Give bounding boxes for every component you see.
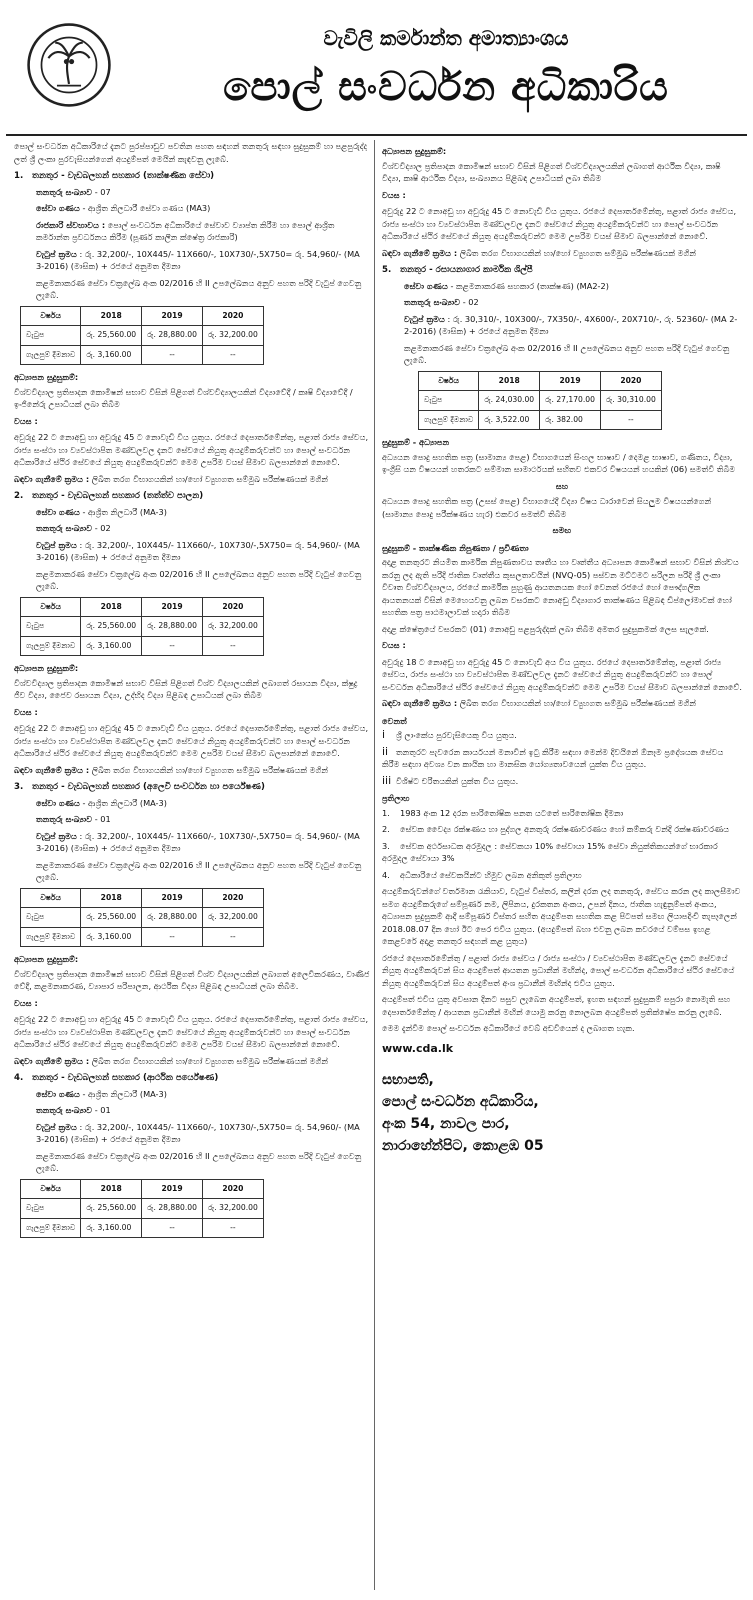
quals-heading: අධ්‍යාපන සුදුසුකම්: [14, 954, 79, 964]
post-title: 3. තනතුර - වැඩබලහන් සහකාර (අලෙවි සංවර්ධන හා පර්යේෂණ) [14, 782, 265, 792]
recruit-method: බඳවා ගැනීමේ ක්‍රමය : ලිඛිත තරග විභාගයකින් හා/හෝ ව්‍යුහගත සම්මුඛ පරීක්ෂණයක් මගින් [382, 698, 697, 708]
salary-scale: වැටුප් ක්‍රමය : රු. 30,310/-, 10X300/-, 7X350/-, 4X600/-, 20X710/-, රු. 52360/- (MA 2-2-2016) (මාසික) + රජයේ අනුමත දීමනා [404, 313, 738, 336]
other-item: ii තනතුරට පැවරෙන කාර්යයන් මනාවින් ඉටු කිරීම සඳහා මෙන්ම දිවයිනේ ඕනෑම ප්‍රදේශයක සේවය කිරීම සඳහා අවශ්‍ය වන කායික හා මානසික යෝග්‍යතාවයෙන් යුක්ත විය යුතුය. [382, 744, 724, 769]
authority-name: පොල් සංවර්ධන අධිකාරිය [223, 64, 669, 110]
post-3 [14, 781, 370, 1067]
benefit-item: 2. සේවක වෛද්‍ය රක්ෂණය හා පුද්ගල අනතුරු රක්ෂණාවරණය හෝ කම්කරු වන්දි රක්ෂණාවරණය [382, 824, 730, 834]
quals-text: විශ්වවිද්‍යාල ප්‍රතිපාදන කොමිෂන් සභාව විසින් පිළිගත් විශ්වවිද්‍යාලයකින් විද්‍යාවේදී / කෘෂි විද්‍යාවේදී / ඉංජිනේරු උපාධියක් ලබා තිබීම [14, 386, 353, 409]
salary-note: කළමනාකරණ සේවා චක්‍රලේඛ අංක 02/2016 හි II උපලේඛනය අනුව පහත පරිදි වැටුප් ගෙවනු ලැබේ. [36, 1150, 362, 1173]
post-2 [14, 490, 370, 776]
post-4 [14, 1072, 370, 1238]
tech-quals-heading: සුදුසුකම් - තාක්ෂණික නිපුණතා / ප්‍රවීණතා [382, 542, 529, 553]
age-heading: වයස : [382, 189, 406, 200]
advertisement-page [6, 4, 747, 1594]
coconut-authority-logo-icon [26, 22, 112, 108]
header [6, 4, 747, 136]
other-heading: වෙනත් [382, 715, 407, 726]
signature-block [382, 1069, 742, 1157]
benefits-heading: ප්‍රතිලාභ [382, 793, 410, 803]
age-text: අවුරුදු 22 ට නොඅඩු හා අවුරුදු 45 ට නොවැඩි විය යුතුය. රජයේ දෙපාර්තමේන්තු, පළාත් රාජ්‍ය සේවය, රාජ්‍ය සංස්ථා හා ව්‍යවස්ථාපිත මණ්ඩලවල දැනට සේවයේ නියුතු අයදුම්කරුවන්ට හා පොල් සංවර්ධන අධිකාරියේ ස්ථිර සේවයේ නියුතු අයදුම්කරුවන්ට මෙම උපරිම වයස් සීමාව බලපාන්නේ නොවේ. [14, 1014, 369, 1049]
post-1 [14, 170, 370, 485]
service-category: සේවා ගණය - ආශ්‍රිත නිලධාරී (MA-3) [36, 797, 167, 808]
salary-table: වර්ෂය 2018 2019 2020 වැටුප රු. 25,560.00 රු. 28,880.00 රු. 32,200.00 ගැලපුම් දීමනාව රු. 3,160.00 -- -- [20, 888, 264, 948]
quals-heading: අධ්‍යාපන සුදුසුකම්: [14, 663, 79, 673]
service-category: සේවා ගණය - ආශ්‍රිත නිලධාරී සේවා ගණය (MA3) [36, 203, 211, 213]
age-text: අවුරුදු 22 ට නොඅඩු හා අවුරුදු 45 ට නොවැඩි විය යුතුය. රජයේ දෙපාර්තමේන්තු, පළාත් රාජ්‍ය සේවය, රාජ්‍ය සංස්ථා හා ව්‍යවස්ථාපිත මණ්ඩලවල දැනට සේවයේ නියුතු අයදුම්කරුවන්ට හා පොල් සංවර්ධන අධිකාරියේ ස්ථිර සේවයේ නියුතු අයදුම්කරුවන්ට මෙම උපරිම වයස් සීමාව බලපාන්නේ නොවේ. [14, 723, 369, 758]
service-category: සේවා ගණය - කළමනාකරණ සහකාර (තාක්ෂණ) (MA2-2) [404, 280, 609, 291]
age-heading: වයස : [382, 640, 406, 650]
quals-heading: අධ්‍යාපන සුදුසුකම්: [382, 146, 447, 156]
posts-count: තනතුරු සංඛ්‍යාව - 02 [404, 297, 479, 307]
tech-quals-text: අදාළ තනතුරට නියමිත කාර්මික නිපුණතාවය තෘතීය හා වෘත්තීය අධ්‍යාපන කොමිෂන් සභාව විසින් නිශ්චය කරනු ලද ඇති පරිදි ජාතික වෘත්තීය කුසලතාවයින් (NVQ-05) පස්වන මට්ටමට සරිලන පරිදි ශ්‍රී ලංකා විවෘත විශ්වවිද්‍යාලය, රජයේ කාර්මික පුහුණු ආයතනයක හෝ වෙනත් රජයේ හෝ පෞද්ගලික ආයතනයක් විසින් මෙහෙයවනු ලබන වසරකට නොඅඩු විද්‍යාගාර තාක්ෂණය පිළිබඳ ඩිප්ලෝමාවක් හෝ සහතික පත්‍ර පාඨමාලාවක් හදාරා තිබීම [382, 557, 739, 617]
salary-note: කළමනාකරණ සේවා චක්‍රලේඛ අංක 02/2016 හි II උපලේඛනය අනුව පහත පරිදි වැටුප් ගෙවනු ලැබේ. [404, 342, 730, 365]
and-word: සහ [555, 480, 569, 491]
salary-note: කළමනාකරණ සේවා චක්‍රලේඛ අංක 02/2016 හි II උපලේඛනය අනුව පහත පරිදි වැටුප් ගෙවනු ලැබේ. [36, 859, 362, 882]
salary-scale: වැටුප් ක්‍රමය : රු. 32,200/-, 10X445/- 11X660/-, 10X730/-,5X750= රු. 54,960/- (MA 3-2016) (මාසික) + රජයේ අනුමත දීමනා [36, 539, 360, 562]
column-divider [374, 140, 375, 1590]
post-title: 5. තනතුර - රසායනාගාර කාර්මික ශිල්පී [382, 265, 533, 275]
salary-table: වර්ෂය 2018 2019 2020 වැටුප රු. 24,030.00 රු. 27,170.00 රු. 30,310.00 ගැලපුම් දීමනාව රු. 3,522.00 රු. 382.00 -- [418, 371, 662, 431]
salary-scale: වැටුප් ක්‍රමය : රු. 32,200/-, 10X445/- 11X660/-, 10X730/-,5X750= රු. 54,960/- (MA 3-2016) (මාසික) + රජයේ අනුමත දීමනා [36, 830, 360, 853]
posts-count: තනතුරු සංඛ්‍යාව - 07 [36, 186, 111, 197]
post-title: 4. තනතුර - වැඩබලහන් සහකාර (ආර්ථික පර්යේෂණ) [14, 1073, 219, 1083]
signature-line: නාරාහේන්පිට, කොළඹ 05 [382, 1138, 544, 1154]
salary-table: වර්ෂය 2018 2019 2020 වැටුප රු. 25,560.00 රු. 28,880.00 රු. 32,200.00 ගැලපුම් දීමනාව රු. 3,160.00 -- -- [20, 597, 264, 657]
post-5 [382, 264, 742, 710]
duty-nature: රාජකාරි ස්වභාවය : පොල් සංවර්ධන අධිකාරියේ සේවාව ව්‍යාප්ත කිරීම හා පොල් ආශ්‍රිත කර්මාන්ත ප්‍රවර්ධනය කිරීම (පූර්ණ කාලීන ක්ෂේත්‍ර රාජකාරි) [36, 219, 335, 242]
rejection-note: අයදුම්පත් එවිය යුතු අවසාන දිනට පසුව ලැබෙන අයදුම්පත්, ඉහත සඳහන් සුදුසුකම් සපුරා නොමැති සහ දෙපාර්තමේන්තු / ආයතන ප්‍රධානීන් මඟින් යොමු කරනු නොලබන අයදුම්පත් ප්‍රතික්ෂේප කරනු ලැබේ. [382, 994, 731, 1017]
recruit-method: බඳවා ගැනීමේ ක්‍රමය : ලිඛිත තරග විභාගයකින් හා/හෝ ව්‍යුහගත සම්මුඛ පරීක්ෂණයක් මගින් [14, 473, 329, 484]
signature-line: පොල් සංවර්ධන අධිකාරිය, [382, 1094, 539, 1110]
signature-line: සභාපති, [382, 1072, 434, 1088]
age-text: අවුරුදු 22 ට නොඅඩු හා අවුරුදු 45 ට නොවැඩි විය යුතුය. රජයේ දෙපාර්තමේන්තු, පළාත් රාජ්‍ය සේවය, රාජ්‍ය සංස්ථා හා ව්‍යවස්ථාපිත මණ්ඩලවල දැනට සේවයේ නියුතු අයදුම්කරුවන්ට හා පොල් සංවර්ධන අධිකාරියේ ස්ථිර සේවයේ නියුතු අයදුම්කරුවන්ට මෙම උපරිම වයස් සීමාව බලපාන්නේ නොවේ. [14, 432, 369, 467]
age-text: අවුරුදු 22 ට නොඅඩු හා අවුරුදු 45 ට නොවැඩි විය යුතුය. රජයේ දෙපාර්තමේන්තු, පළාත් රාජ්‍ය සේවය, රාජ්‍ය සංස්ථා හා ව්‍යවස්ථාපිත මණ්ඩලවල දැනට සේවයේ නියුතු අයදුම්කරුවන්ට හා පොල් සංවර්ධන අධිකාරියේ ස්ථිර සේවයේ නියුතු අයදුම්කරුවන්ට මෙම උපරිම වයස් සීමාව බලපාන්නේ නොවේ. [382, 206, 737, 241]
salary-scale: වැටුප් ක්‍රමය : රු. 32,200/-, 10X445/- 11X660/-, 10X730/-,5X750= රු. 54,960/- (MA 3-2016) (මාසික) + රජයේ අනුමත දීමනා [36, 1121, 360, 1144]
age-heading: වයස : [14, 997, 38, 1008]
post-title: 1. තනතුර - වැඩබලහන් සහකාර (තාක්ෂණික සේවා) [14, 171, 215, 181]
application-instructions: අයදුම්කරුවන්ගේ වර්තමාන රැකියාව, වැටුප් විස්තර, කලින් දරන ලද තනතුරු, සේවය කරන ලද කාලසීමාව සමග අයදුම්කරුගේ සම්පූර්ණ නම, ලිපිනය, දුරකතන අංකය, උපන් දිනය, ජාතික හැඳුනුම්පත් අංකය, අධ්‍යාපන සුදුසුකම් ආදී සම්පූර්ණ විස්තර සහිත අයදුම්පත සහතික කළ පිටපත් සමඟ ලියාපදිංචි තැපෑලෙන් 2018.08.07 දින හෝ ඊට පෙර එවිය යුතුය. (අයදුම්පත් බහා එවනු ලබන කවරයේ වම්පස ඉහළ කෙළවරේ අදාළ තනතුර සඳහන් කළ යුතුය) [382, 886, 741, 946]
service-category: සේවා ගණය - ආශ්‍රිත නිලධාරී (MA-3) [36, 506, 167, 517]
age-heading: වයස : [14, 706, 38, 717]
quals-text: විශ්වවිද්‍යාල ප්‍රතිපාදන කොමිෂන් සභාව විසින් පිළිගත් විශ්ව විද්‍යාලයකින් ලබාගත් රසායන විද්‍යා, ක්ෂුද්‍ර ජීව විද්‍යා, ජෛව රසායන විද්‍යා, උද්භිද විද්‍යා පිළිබඳ උපාධියක් ලබා තිබීම [14, 677, 358, 700]
service-category: සේවා ගණය - ආශ්‍රිත නිලධාරී (MA-3) [36, 1088, 167, 1099]
other-item: iii විශිෂ්ට චරිතයකින් යුක්ත විය යුතුය. [382, 773, 519, 787]
posts-count: තනතුරු සංඛ්‍යාව - 01 [36, 1105, 111, 1115]
ol-quals: අධ්‍යයන පොදු සහතික පත්‍ර (සාමාන්‍ය පෙළ) විභාගයෙන් සිංහල භාෂාව / දෙමළ භාෂාව, ගණිතය, විද්‍යා, ඉංග්‍රීසි යන විෂයයන් හතරකට සම්මාන සාමාර්ථයක් සහිතව එකවර විෂයයන් හයකින් (06) සමත්වී තිබීම [382, 451, 736, 474]
post-4-quals-text: විශ්වවිද්‍යාල ප්‍රතිපාදන කොමිෂන් සභාව විසින් පිළිගත් විශ්වවිද්‍යාලයකින් ලබාගත් ආර්ථික විද්‍යා, කෘෂි විද්‍යා, කෘෂි ආර්ථික විද්‍යා, සංඛ්‍යානය පිළිබඳ උපාධියක් ලබා තිබීම [382, 160, 721, 183]
salary-note: කළමනාකරණ සේවා චක්‍රලේඛ අංක 02/2016 හි II උපලේඛනය අනුව පහත පරිදි වැටුප් ගෙවනු ලැබේ. [36, 277, 362, 300]
left-column [14, 140, 370, 1244]
recruit-method: බඳවා ගැනීමේ ක්‍රමය : ලිඛිත තරග විභාගයකින් හා/හෝ ව්‍යුහගත සම්මුඛ පරීක්ෂණයක් මගින් [382, 247, 697, 258]
experience-text: අදාළ ක්ෂේත්‍රයේ වසරකට (01) නොඅඩු පළපුරුද්දක් ලබා තිබීම අමතර සුදුසුකමක් ලෙස සැලකේ. [382, 623, 709, 634]
right-column [382, 140, 742, 1157]
with-word: සමඟ [552, 525, 572, 535]
post-title: 2. තනතුර - වැඩබලහන් සහකාර (තත්ත්ව පාලන) [14, 491, 204, 501]
age-text: අවුරුදු 18 ට නොඅඩු හා අවුරුදු 45 ට නොවැඩි අය විය යුතුය. රජයේ දෙපාර්තමේන්තු, පළාත් රාජ්‍ය සේවය, රාජ්‍ය සංස්ථා හා ව්‍යවස්ථාපිත මණ්ඩලවල දැනට සේවයේ නියුතු අයදුම්කරුවන්ට හා පොල් සංවර්ධන අධිකාරියේ ස්ථිර සේවයේ නියුතු අයදුම්කරුවන්ට මෙම උපරිම වයස් සීමාව බලපාන්නේ නොවේ. [382, 656, 742, 692]
quals-text: විශ්වවිද්‍යාල ප්‍රතිපාදන කොමිෂන් සභාව විසින් පිළිගත් විශ්ව විද්‍යාලයකින් ලබාගත් අලෙවිකරණය, වාණිජ වේදී, කළමනාකරණ, ව්‍යාපාර පරිපාලන, ආර්ථික විද්‍යා පිළිබඳ උපාධියක් ලබා තිබීම. [14, 968, 370, 991]
website-note: මෙම දැන්වීම පොල් සංවර්ධන අධිකාරියේ වෙබ් අඩවියෙන් ද ලබාගත හැක. [382, 1023, 635, 1033]
intro-text: පොල් සංවර්ධන අධිකාරියේ දැනට පුරප්පාඩුව පවතින පහත සඳහන් තනතුරු සඳහා සුදුසුකම් හා පළපුරුද්ද ලත් ශ්‍රී ලංකා පුරවැසියන්ගෙන් අයදුම්පත් මෙයින් කැඳවනු ලැබේ. [14, 141, 368, 164]
salary-table: වර්ෂය 2018 2019 2020 වැටුප රු. 25,560.00 රු. 28,880.00 රු. 32,200.00 ගැලපුම් දීමනාව රු. 3,160.00 -- -- [20, 1179, 264, 1239]
website-link[interactable]: www.cda.lk [382, 1041, 454, 1055]
edu-quals-heading: සුදුසුකම් - අධ්‍යාපන [382, 437, 450, 447]
government-applicants-note: රජයේ දෙපාර්තමේන්තු / පළාත් රාජ්‍ය සේවය / රාජ්‍ය සංස්ථා / ව්‍යවස්ථාපිත මණ්ඩලවල දැනට සේවයේ නියුතු අයදුම්කරුවන් සිය අයදුම්පත් ආයතන ප්‍රධානීන් මඟින්ද, පොල් සංවර්ධන අධිකාරියේ ස්ථිර සේවයේ නියුතු අයදුම්කරුවන් සිය අයදුම්පත් අංශ ප්‍රධානීන් මඟින්ද එවිය යුතුය. [382, 952, 735, 988]
other-item: i ශ්‍රී ලාංකේය පුරවැසියෙකු විය යුතුය. [382, 728, 517, 741]
quals-heading: අධ්‍යාපන සුදුසුකම්: [14, 372, 79, 382]
posts-count: තනතුරු සංඛ්‍යාව - 02 [36, 523, 111, 533]
recruit-method: බඳවා ගැනීමේ ක්‍රමය : ලිඛිත තරග විභාගයකින් හා/හෝ ව්‍යුහගත සම්මුඛ පරීක්ෂණයක් මගින් [14, 764, 329, 775]
salary-scale: වැටුප් ක්‍රමය : රු. 32,200/-, 10X445/- 11X660/-, 10X730/-,5X750= රු. 54,960/- (MA 3-2016) (මාසික) + රජයේ අනුමත දීමනා [36, 248, 360, 271]
benefit-item: 4. අධිකාරියේ සේවකයින්ට හිමුව ලබන අනිකුත් ප්‍රතිලාභ [382, 869, 582, 880]
age-heading: වයස : [14, 415, 38, 426]
ministry-name: වැවිලි කර්මාන්ත අමාත්‍යාංශය [323, 26, 569, 50]
benefit-item: 3. සේවක අර්ථසාධක අරමුදල : සේවකයා 10% සේවායා 15% සේවා නියුක්තිකයන්ගේ භාරකාර අරමුදල සේවායා 3% [382, 840, 718, 863]
posts-count: තනතුරු සංඛ්‍යාව - 01 [36, 814, 111, 824]
salary-table: වර්ෂය 2018 2019 2020 වැටුප රු. 25,560.00 රු. 28,880.00 රු. 32,200.00 ගැලපුම් දීමනාව රු. 3,160.00 -- -- [20, 306, 264, 366]
signature-line: අංක 54, නාවල පාර, [382, 1116, 510, 1132]
benefit-item: 1. 1983 අංක 12 දරන පාරිතෝෂික පනත යටතේ පාරිතෝෂික දීමනා [382, 807, 624, 818]
salary-note: කළමනාකරණ සේවා චක්‍රලේඛ අංක 02/2016 හි II උපලේඛනය අනුව පහත පරිදි වැටුප් ගෙවනු ලැබේ. [36, 568, 362, 591]
al-quals: අධ්‍යයන පොදු සහතික පත්‍ර (උසස් පෙළ) විභාගයේදී විද්‍යා විෂය ධාරාවෙන් සියලුම විෂයයන්ගෙන් (සාමාන්‍ය පොදු පරීක්ෂණය හැර) එකවර සමත්වී තිබීම [382, 496, 712, 519]
recruit-method: බඳවා ගැනීමේ ක්‍රමය : ලිඛිත තරග විභාගයකින් හා/හෝ ව්‍යුහගත සම්මුඛ පරීක්ෂණයක් මගින් [14, 1055, 329, 1066]
